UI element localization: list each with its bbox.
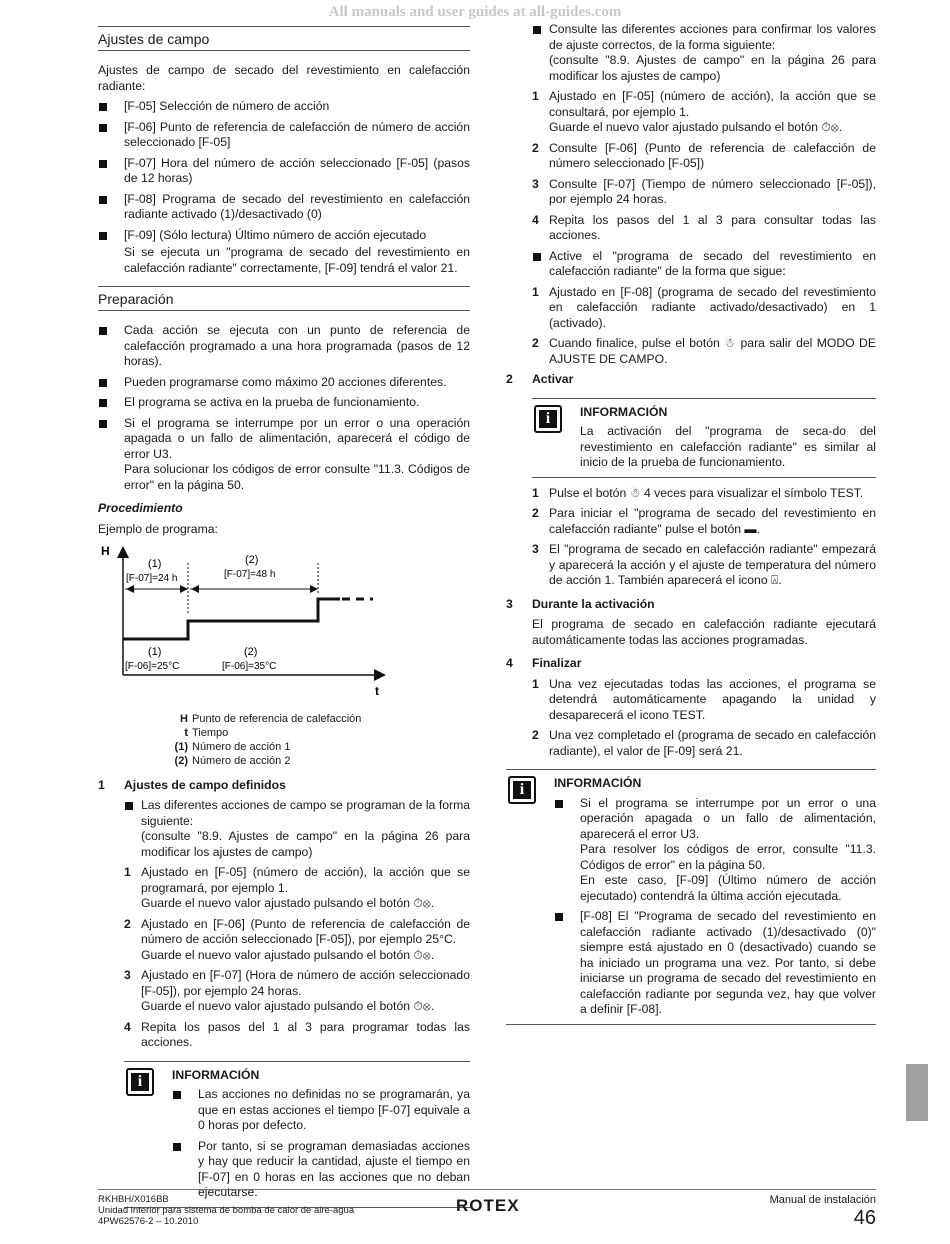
numbered-item: 3 Consulte [F-07] (Tiempo de número seleccionado [F-05]), por ejemplo 24 horas. bbox=[532, 176, 876, 206]
note-text: (consulte "8.9. Ajustes de campo" en la página 26 para modificar los ajustes de campo) bbox=[141, 829, 470, 859]
brand-logo: ROTEX bbox=[456, 1196, 520, 1215]
legend-item: (2) Número de acción 2 bbox=[174, 754, 291, 767]
list-item: El programa se activa en la prueba de funcionamiento. bbox=[98, 395, 470, 411]
example-label: Ejemplo de programa: bbox=[98, 521, 218, 536]
info-text: La activación del "programa de seca-do del revestimiento en calefacción radiante" es similar al inicio de la prueba de funcionamiento. bbox=[580, 424, 876, 469]
numbered-item: 1 Ajustado en [F-08] (programa de secado del revestimiento en calefacción radiante activado/desactivado) en 1 (activado). bbox=[532, 284, 876, 330]
list-item: [F-06] Punto de referencia de calefacción de número de acción seleccionado [F-05] bbox=[98, 120, 470, 151]
info-title: INFORMACIÓN bbox=[554, 776, 642, 790]
numbered-list bbox=[532, 677, 876, 760]
y-axis-label: H bbox=[101, 544, 110, 558]
time-action-label-2: (2) bbox=[245, 554, 259, 566]
numbered-item: 4 Repita los pasos del 1 al 3 para programar todas las acciones. bbox=[124, 1019, 470, 1049]
footer-rule bbox=[98, 1189, 876, 1190]
list-item: [F-08] El "Programa de secado del revestimiento en calefacción radiante activado (1)/desactivado (0)" siempre está ajustado en 0 (desactivado) cuando se ha iniciado un programa una vez. Por tanto, si debe iniciarse un programa de secado del revestimiento en calefacción radiante por segunda vez, hay que volver a definir [F-08]. bbox=[554, 909, 876, 1018]
footer-desc: Unidad interior para sistema de bomba de calor de aire-agua bbox=[98, 1205, 355, 1216]
list-item: Active el "programa de secado del revestimiento en calefacción radiante" de la forma que sigue: bbox=[532, 249, 876, 280]
x-axis-label: t bbox=[375, 684, 379, 698]
setpoint-action-label-2: (2) bbox=[244, 646, 258, 658]
program-chart bbox=[98, 543, 470, 708]
numbered-list bbox=[532, 285, 876, 368]
info-icon: i bbox=[508, 776, 536, 804]
setpoint-line bbox=[123, 599, 340, 639]
time-label-1: [F-07]=24 h bbox=[126, 573, 178, 584]
info-box bbox=[124, 1061, 470, 1208]
list-item: Si el programa se interrumpe por un error o una operación apagada o un fallo de alimentación, aparecerá el código de error U3. bbox=[98, 416, 470, 463]
section-title-field-settings: Ajustes de campo bbox=[98, 26, 470, 51]
list-item: Si el programa se interrumpe por un error o una operación apagada o un fallo de alimentación, aparecerá el error U3. Para resolver los códigos de error, consulte "11.3. Códigos de error" en la página 50. En este caso, [F-09] (Último número de acción ejecutado) contendrá la última acción ejecutada. bbox=[554, 796, 876, 905]
numbered-list bbox=[124, 865, 470, 1051]
footer-left bbox=[98, 1194, 354, 1227]
numbered-item: 2 Consulte [F-06] (Punto de referencia de calefacción de número seleccionado [F-05]) bbox=[532, 140, 876, 170]
time-action-label-1: (1) bbox=[148, 558, 162, 570]
numbered-list bbox=[532, 89, 876, 244]
program-chart-svg bbox=[98, 543, 398, 703]
step-heading: 2 Activar bbox=[506, 372, 574, 386]
info-icon: i bbox=[126, 1068, 154, 1096]
left-column bbox=[98, 26, 470, 1216]
note-text: Si se ejecuta un "programa de secado del revestimiento en calefacción radiante" correctamente, [F-09] tendrá el valor 21. bbox=[124, 245, 470, 275]
numbered-item: 2 Para iniciar el "programa de secado del revestimiento en calefacción radiante" pulse el botón ▬. bbox=[532, 506, 876, 536]
numbered-item: 4 Repita los pasos del 1 al 3 para consultar todas las acciones. bbox=[532, 212, 876, 242]
info-title: INFORMACIÓN bbox=[172, 1067, 260, 1082]
step-heading: 3 Durante la activación bbox=[506, 596, 655, 611]
numbered-item: 1 Ajustado en [F-05] (número de acción), la acción que se programará, por ejemplo 1. Guarde el nuevo valor ajustado pulsando el botón ⏱⊗. bbox=[124, 865, 470, 910]
list-item: [F-05] Selección de número de acción bbox=[98, 99, 470, 115]
footer-code: 4PW62576-2 – 10.2010 bbox=[98, 1216, 199, 1227]
note-text: (consulte "8.9. Ajustes de campo" en la página 26 para modificar los ajustes de campo) bbox=[549, 53, 876, 83]
section-title-preparation: Preparación bbox=[98, 286, 470, 311]
numbered-item: 2 Cuando finalice, pulse el botón ☃ para salir del MODO DE AJUSTE DE CAMPO. bbox=[532, 336, 876, 366]
list-item: Las diferentes acciones de campo se programan de la forma siguiente: bbox=[124, 798, 470, 829]
intro-text: Ajustes de campo de secado del revestimiento en calefacción radiante: bbox=[98, 63, 470, 93]
list-item: [F-08] Programa de secado del revestimiento en calefacción radiante activado (1)/desactivado (0) bbox=[98, 192, 470, 223]
step-heading: 4 Finalizar bbox=[506, 656, 582, 670]
list-item: Cada acción se ejecuta con un punto de referencia de calefacción programado a una hora programada (pasos de 12 horas). bbox=[98, 323, 470, 370]
info-box bbox=[506, 769, 876, 1025]
numbered-item: 2 Ajustado en [F-06] (Punto de referencia de calefacción de número de acción seleccionado [F-05]), por ejemplo 25°C. Guarde el nuevo valor ajustado pulsando el botón ⏱⊗. bbox=[124, 916, 470, 962]
numbered-item: 2 Una vez completado el (programa de secado en calefacción radiante), el valor de [F-09] será 21. bbox=[532, 728, 876, 758]
page-number: 46 bbox=[853, 1207, 876, 1229]
numbered-item: 1 Una vez ejecutadas todas las acciones, el programa se detendrá automáticamente apagando la unidad y desaparecerá el icono TEST. bbox=[532, 676, 876, 722]
setpoint-action-label-1: (1) bbox=[148, 646, 162, 658]
legend-item: H Punto de referencia de calefacción bbox=[180, 712, 362, 725]
step-heading: 1 Ajustes de campo definidos bbox=[98, 777, 286, 792]
note-text: Para solucionar los códigos de error consulte "11.3. Códigos de error" en la página 50. bbox=[124, 462, 470, 492]
list-item: Las acciones no definidas no se programarán, ya que en estas acciones el tiempo [F-07] equivale a 0 horas por defecto. bbox=[172, 1087, 470, 1134]
list-item: Por tanto, si se programan demasiadas acciones y hay que reducir la cantidad, ajuste el tiempo en [F-07] en 0 horas en las acciones que no deban ejecutarse. bbox=[172, 1139, 470, 1201]
setpoint-label-1: [F-06]=25°C bbox=[125, 661, 180, 672]
setpoint-label-2: [F-06]=35°C bbox=[222, 661, 277, 672]
legend-item: (1) Número de acción 1 bbox=[174, 740, 291, 753]
numbered-item: 3 El "programa de secado en calefacción radiante" empezará y aparecerá la acción y el ajuste de temperatura del número de acción 1. También aparecerá el icono ⍓. bbox=[532, 542, 876, 587]
legend-item: t Tiempo bbox=[184, 726, 229, 739]
numbered-item: 3 Ajustado en [F-07] (Hora de número de acción seleccionado [F-05]), por ejemplo 24 horas. Guarde el nuevo valor ajustado pulsando el botón ⏱⊗. bbox=[124, 968, 470, 1013]
step-text: El programa de secado en calefacción radiante ejecutará automáticamente todas las acciones programadas. bbox=[532, 617, 876, 647]
numbered-item: 1 Ajustado en [F-05] (número de acción), la acción que se consultará, por ejemplo 1. Guarde el nuevo valor ajustado pulsando el botón ⏱⊗. bbox=[532, 89, 876, 134]
chart-legend bbox=[170, 712, 470, 768]
procedure-title: Procedimiento bbox=[98, 501, 183, 515]
footer-model: RKHBH/X016BB bbox=[98, 1194, 169, 1205]
list-item: Consulte las diferentes acciones para confirmar los valores de ajuste correctos, de la forma siguiente: bbox=[532, 22, 876, 53]
info-icon: i bbox=[534, 405, 562, 433]
list-item: Pueden programarse como máximo 20 acciones diferentes. bbox=[98, 375, 470, 391]
list-item: [F-07] Hora del número de acción seleccionado [F-05] (pasos de 12 horas) bbox=[98, 156, 470, 187]
info-box bbox=[532, 398, 876, 478]
info-title: INFORMACIÓN bbox=[580, 404, 668, 419]
footer-manual: Manual de instalación bbox=[769, 1194, 876, 1206]
list-item: [F-09] (Sólo lectura) Último número de acción ejecutado bbox=[98, 228, 470, 244]
right-column bbox=[506, 22, 876, 1033]
numbered-list bbox=[532, 486, 876, 589]
time-label-2: [F-07]=48 h bbox=[224, 569, 276, 580]
numbered-item: 1 Pulse el botón ☃ 4 veces para visualizar el símbolo TEST. bbox=[532, 485, 864, 500]
footer-right bbox=[770, 1194, 876, 1229]
page-tab-marker bbox=[906, 1064, 928, 1121]
watermark: All manuals and user guides at all-guides.com bbox=[328, 4, 622, 20]
